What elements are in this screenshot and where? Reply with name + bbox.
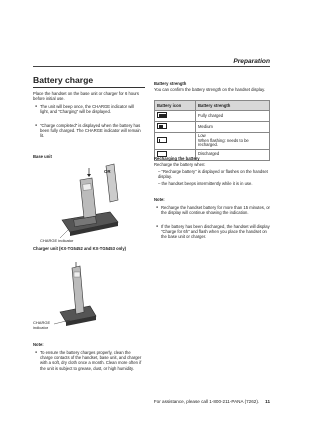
charger-unit-illustration <box>50 262 110 332</box>
table-row <box>155 111 270 122</box>
table-header-icon: Battery icon <box>155 101 196 111</box>
table-row <box>155 133 270 150</box>
section-header: Preparation <box>233 58 270 65</box>
battery-strength-label: Low When flashing: needs to be recharged. <box>196 133 270 150</box>
battery-strength-table <box>154 100 270 161</box>
charge-indicator-caption: CHARGE indicator <box>40 238 74 243</box>
battery-full-icon <box>157 112 167 118</box>
battery-strength-intro: You can confirm the battery strength on the handset display. <box>154 87 266 92</box>
charger-unit-heading: Charger unit (KX-TG5452 and KX-TG5453 only) <box>33 246 127 251</box>
table-header-strength: Battery strength <box>196 101 270 111</box>
recharge-item: – "Recharge battery" is displayed or flashes on the handset display. <box>158 169 268 180</box>
recharge-intro: Recharge the battery when: <box>154 162 206 167</box>
base-unit-illustration <box>56 162 136 240</box>
page-number: 11 <box>265 399 270 404</box>
right-note-bullet: ● Recharge the handset battery for more than 15 minutes, or the display will continue showing the indication. <box>161 205 270 215</box>
battery-strength-heading: Battery strength <box>154 81 187 86</box>
footer-assistance-text: For assistance, please call 1-800-211-PANA (7262). <box>153 399 260 404</box>
table-header-row <box>155 101 270 111</box>
header-divider <box>33 66 270 67</box>
bullet-item: ● "Charge completed" is displayed when the battery has been fully charged. The CHARGE indicator will remain lit. <box>40 123 144 139</box>
recharge-item: – the handset beeps intermittently while it is in use. <box>158 181 253 186</box>
page-footer <box>33 399 270 404</box>
left-note-heading: Note: <box>33 342 44 347</box>
table-row <box>155 122 270 133</box>
battery-strength-label: Fully charged <box>196 111 270 122</box>
battery-low-icon <box>157 137 167 143</box>
battery-medium-icon <box>157 123 167 129</box>
battery-strength-label: Discharged <box>196 149 270 160</box>
base-unit-heading: Base unit <box>33 154 52 159</box>
or-label: OR <box>104 169 111 174</box>
bullet-item: ● The unit will beep once, the CHARGE indicator will light, and "Charging" will be displayed. <box>40 104 144 114</box>
intro-paragraph: Place the handset on the base unit or charger for 6 hours before initial use. <box>33 91 139 102</box>
right-note-heading: Note: <box>154 197 165 202</box>
recharge-heading: Recharging the battery <box>154 156 200 161</box>
left-note-bullet: ● To ensure the battery charges properly, clean the charge contacts of the handset, base unit, and charger with a soft, dry cloth once a month. Clean more often if the unit is subject to grease, dust, or high humidity. <box>40 350 144 371</box>
charger-charge-indicator-caption: CHARGE indicator <box>33 320 51 330</box>
page-title: Battery charge <box>33 75 145 88</box>
right-note-bullet: ● If the battery has been discharged, the handset will display "Charge for 6h" and flash when you place the handset on the base unit or charger. <box>161 224 270 240</box>
battery-strength-label: Medium <box>196 122 270 133</box>
